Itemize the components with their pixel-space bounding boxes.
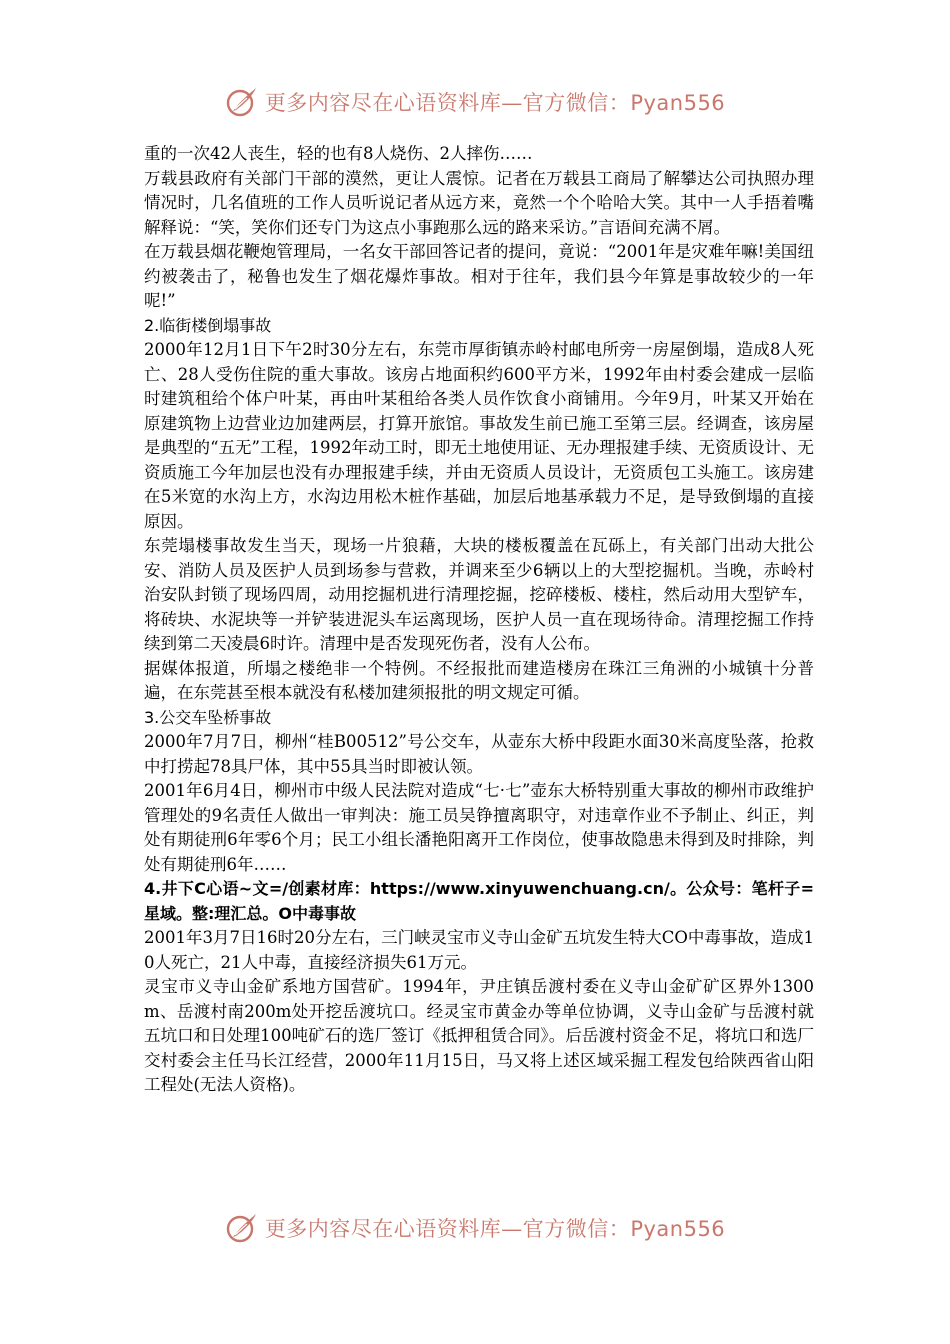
document-body	[144, 142, 814, 1098]
paragraph: 重的一次42人丧生，轻的也有8人烧伤、2人摔伤……	[144, 144, 533, 163]
paragraph: 东莞塌楼事故发生当天，现场一片狼藉，大块的楼板覆盖在瓦砾上，有关部门出动大批公安、消防人员及医护人员到场参与营救，并调来至少6辆以上的大型挖掘机。当晚，赤岭村治安队封锁了现场四周，动用挖掘机进行清理挖掘，挖碎楼板、楼柱，然后动用大型铲车，将砖块、水泥块等一并铲装进泥头车运离现场，医护人员一直在现场待命。清理挖掘工作持续到第二天凌晨6时许。清理中是否发现死伤者，没有人公布。	[144, 536, 814, 653]
paragraph: 灵宝市义寺山金矿系地方国营矿。1994年，尹庄镇岳渡村委在义寺山金矿矿区界外1300m、岳渡村南200m处开挖岳渡坑口。经灵宝市黄金办等单位协调，义寺山金矿与岳渡村就五坑口和日处理100吨矿石的选厂签订《抵押租赁合同》。后岳渡村资金不足，将坑口和选厂交村委会主任马长江经营，2000年11月15日，马又将上述区域采掘工程发包给陕西省山阳工程处(无法人资格)。	[144, 977, 814, 1094]
header-banner-text: 更多内容尽在心语资料库—官方微信：Pyan556	[264, 91, 726, 115]
footer-banner	[0, 1208, 950, 1248]
paragraph: 2001年6月4日，柳州市中级人民法院对造成“七·七”壶东大桥特别重大事故的柳州市政维护管理处的9名责任人做出一审判决：施工员吴铮擅离职守，对违章作业不予制止、纠正，判处有期徒刑6年零6个月；民工小组长潘艳阳离开工作岗位，使事故隐患未得到及时排除，判处有期徒刑6年……	[144, 781, 814, 874]
paragraph: 2001年3月7日16时20分左右，三门峡灵宝市义寺山金矿五坑发生特大CO中毒事故，造成10人死亡，21人中毒，直接经济损失61万元。	[144, 928, 814, 972]
paragraph: 在万载县烟花鞭炮管理局，一名女干部回答记者的提问，竟说：“2001年是灾难年嘛!美国纽约被袭击了，秘鲁也发生了烟花爆炸事故。相对于往年，我们县今年算是事故较少的一年呢!”	[144, 242, 814, 310]
paragraph: 万载县政府有关部门干部的漠然，更让人震惊。记者在万载县工商局了解攀达公司执照办理情况时，几名值班的工作人员听说记者从远方来，竟然一个个哈哈大笑。其中一人手捂着嘴解释说：“笑，笑你们还专门为这点小事跑那么远的路来采访。”言语间充满不屑。	[144, 168, 814, 237]
section-heading: 3.公交车坠桥事故	[144, 707, 272, 727]
paragraph: 2000年7月7日，柳州“桂B00512”号公交车，从壶东大桥中段距水面30米高度坠落，抢救中打捞起78具尸体，其中55具当时即被认领。	[144, 732, 814, 776]
paragraph: 2000年12月1日下午2时30分左右，东莞市厚街镇赤岭村邮电所旁一房屋倒塌，造成8人死亡、28人受伤住院的重大事故。该房占地面积约600平方米，1992年由村委会建成一层临时建筑租给个体户叶某，再由叶某租给各类人员作饮食小商铺用。今年9月，叶某又开始在原建筑物上边营业边加建两层，打算开旅馆。事故发生前已施工至第三层。经调查，该房屋是典型的“五无”工程，1992年动工时，即无土地使用证、无办理报建手续、无资质设计、无资质施工今年加层也没有办理报建手续，并由无资质人员设计，无资质包工头施工。该房建在5米宽的水沟上方，水沟边用松木桩作基础，加层后地基承载力不足，是导致倒塌的直接原因。	[144, 340, 814, 531]
paragraph: 据媒体报道，所塌之楼绝非一个特例。不经报批而建造楼房在珠江三角洲的小城镇十分普遍，在东莞甚至根本就没有私楼加建须报批的明文规定可循。	[144, 658, 814, 702]
section-heading: 2.临街楼倒塌事故	[144, 315, 272, 335]
header-banner	[0, 82, 950, 122]
footer-banner-text: 更多内容尽在心语资料库—官方微信：Pyan556	[264, 1217, 726, 1241]
quill-logo-icon	[225, 85, 259, 119]
quill-logo-icon	[225, 1211, 259, 1245]
section-heading: 4.井下C心语~文=/创素材库：https://www.xinyuwenchuang.cn/。公众号：笔杆子=星域。整:理汇总。O中毒事故	[144, 879, 814, 923]
